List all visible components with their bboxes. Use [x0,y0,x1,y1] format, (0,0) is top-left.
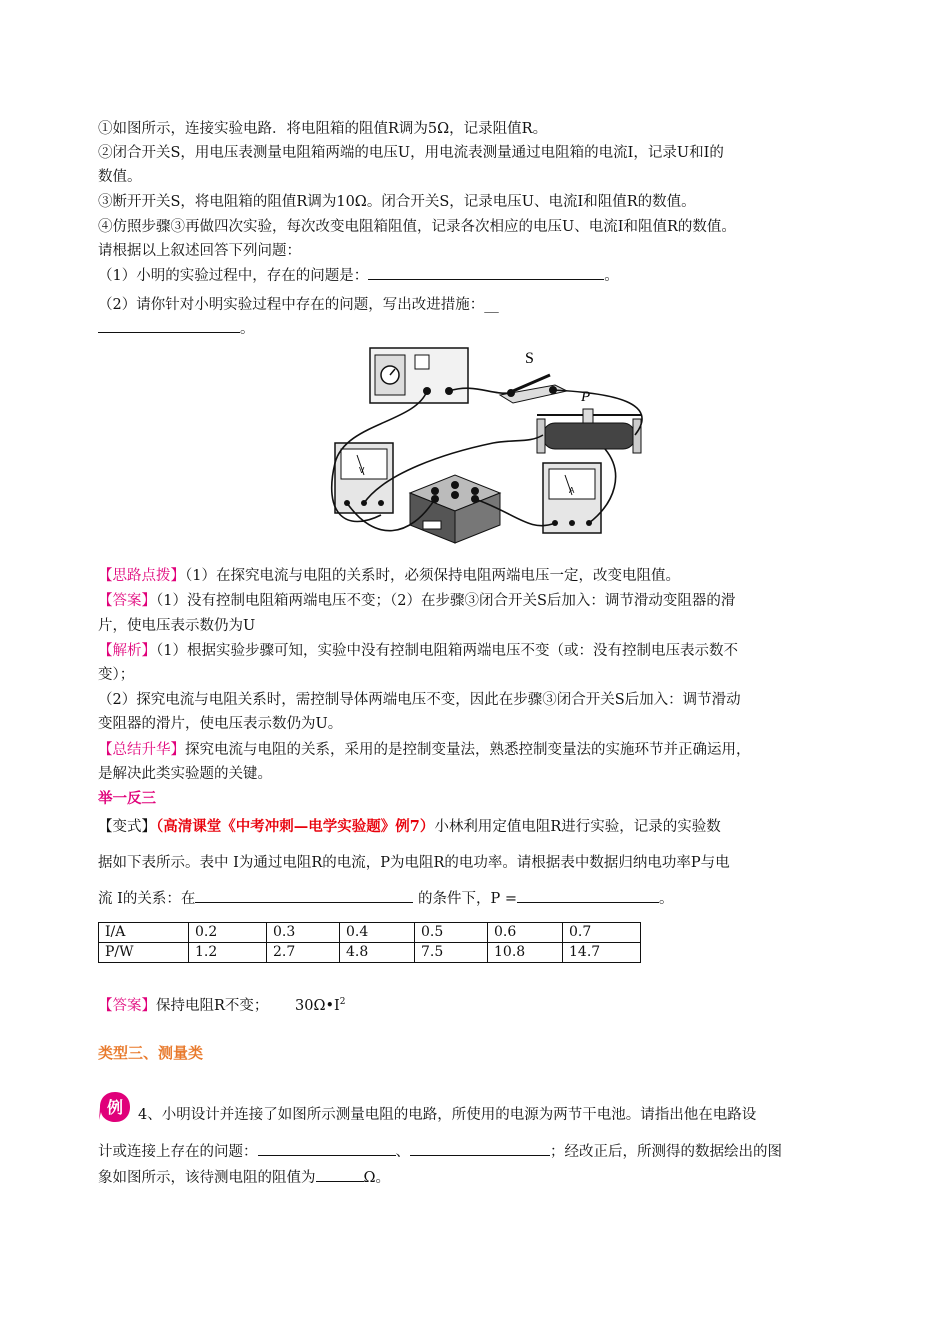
table-cell: 1.2 [189,943,267,963]
table-cell: 10.8 [488,943,563,963]
question-1-text: （1）小明的实验过程中，存在的问题是： [98,268,369,284]
analysis-line-3: （2）探究电流与电阻关系时，需控制导体两端电压不变，因此在步骤③闭合开关S后加入：调节滑动 [98,692,741,708]
answer-blank-2 [98,318,240,333]
answer-line-1 [98,590,735,612]
table-cell: 7.5 [415,943,488,963]
question-intro: 请根据以上叙述回答下列问题： [98,243,301,259]
analysis-text-1: （1）根据实验步骤可知，实验中没有控制电阻箱两端电压不变（或：没有控制电压表示数不 [156,643,738,659]
section-heading: 类型三、测量类 [98,1044,204,1062]
example-badge-text: 例 [106,1098,124,1117]
answer-blank-1 [368,265,604,280]
example-text-3b: Ω。 [363,1170,391,1186]
hint-tag: 【思路点拨】 [98,568,185,584]
example-line-1: 4、小明设计并连接了如图所示测量电阻的电路，所使用的电源为两节干电池。请指出他在电路设 [138,1107,757,1123]
table-cell: P/W [99,943,189,963]
analysis-line-4: 变阻器的滑片，使电压表示数仍为U。 [98,716,343,732]
variant-line-2: 据如下表所示。表中 I为通过电阻R的电流，P为电阻R的电功率。请根据表中数据归纳电功率P与电 [98,855,730,871]
data-table [98,922,641,963]
answer-text-1: （1）没有控制电阻箱两端电压不变；（2）在步骤③闭合开关S后加入：调节滑动变阻器的滑 [156,593,736,609]
example-blank-1 [258,1141,396,1156]
summary-line-1 [98,739,751,761]
switch-label: S [525,350,534,367]
question-1-end: 。 [604,268,619,284]
variant-answer-sup: 2 [339,997,346,1007]
variant-blank-condition [195,888,413,903]
table-row [99,943,641,963]
step-1: ①如图所示，连接实验电路．将电阻箱的阻值R调为5Ω，记录阻值R。 [98,121,548,137]
switch [500,350,567,403]
example-text-2sep: 、 [395,1144,410,1160]
ammeter [543,463,601,533]
answer-line-2: 片，使电压表示数仍为U [98,618,256,634]
analysis-line-1 [98,640,738,662]
analysis-line-2: 变）； [98,667,135,683]
table-cell: 0.6 [488,923,563,943]
summary-text-1: 探究电流与电阻的关系，采用的是控制变量法，熟悉控制变量法的实施环节并正确运用， [185,742,751,758]
resistance-box [410,475,500,543]
table-row [99,923,641,943]
table-cell: 0.7 [563,923,641,943]
step-2-cont: 数值。 [98,169,142,185]
step-3: ③断开开关S，将电阻箱的阻值R调为10Ω。闭合开关S，记录电压U、电流I和阻值R的数值。 [98,194,696,210]
voltmeter-mark: V [359,466,365,475]
slider-label: P [581,389,591,405]
variant-text-1: 小林利用定值电阻R进行实验，记录的实验数 [434,819,721,835]
variant-text-3c: 。 [658,891,674,907]
variant-heading: 举一反三 [98,790,156,807]
table-cell: I/A [99,923,189,943]
example-blank-3 [316,1167,364,1182]
ammeter-mark: A [569,486,575,495]
example-badge-icon [98,1090,132,1124]
example-line-2 [98,1141,782,1163]
table-cell: 0.2 [189,923,267,943]
example-text-2a: 计或连接上存在的问题： [98,1144,258,1160]
variant-blank-formula [517,888,659,903]
variant-answer-text: 保持电阻R不变； [156,997,269,1014]
variant-tag: 【变式】 [98,819,156,835]
variant-source: （高清课堂《中考冲刺—电学实验题》例7） [156,818,435,835]
variant-answer [98,991,346,1017]
table-cell: 0.3 [267,923,340,943]
example-line-3 [98,1167,390,1189]
answer-tag: 【答案】 [98,593,156,609]
question-2: （2）请你针对小明实验过程中存在的问题，写出改进措施：__ [98,297,499,313]
example-text-3a: 象如图所示，该待测电阻的阻值为 [98,1170,316,1186]
summary-line-2: 是解决此类实验题的关键。 [98,766,272,782]
table-cell: 4.8 [340,943,415,963]
table-cell: 0.4 [340,923,415,943]
table-cell: 14.7 [563,943,641,963]
step-4: ④仿照步骤③再做四次实验，每次改变电阻箱阻值，记录各次相应的电压U、电流I和阻值R的数值。 [98,219,736,235]
power-supply [370,348,468,403]
question-1 [98,265,619,287]
variant-line-1 [98,816,721,838]
variant-answer-tag: 【答案】 [98,997,156,1014]
example-text-2b: ；经改正后，所测得的数据绘出的图 [550,1144,782,1160]
hint-line [98,565,680,587]
example-blank-2 [410,1141,550,1156]
rheostat [537,389,641,453]
question-2-end: 。 [240,321,255,337]
table-cell: 2.7 [267,943,340,963]
hint-text: （1）在探究电流与电阻的关系时，必须保持电阻两端电压一定，改变电阻值。 [185,568,680,584]
circuit-figure [315,343,665,553]
question-2-cont [98,318,255,340]
variant-text-3a: 流 I的关系：在 [98,891,196,907]
analysis-tag: 【解析】 [98,643,156,659]
variant-line-3 [98,888,673,910]
variant-text-3b: 的条件下，P = [413,891,517,907]
variant-answer-formula: 30Ω•I [295,997,340,1014]
step-2: ②闭合开关S，用电压表测量电阻箱两端的电压U，用电流表测量通过电阻箱的电流I，记录U和I的 [98,145,724,161]
table-cell: 0.5 [415,923,488,943]
summary-tag: 【总结升华】 [98,742,185,758]
